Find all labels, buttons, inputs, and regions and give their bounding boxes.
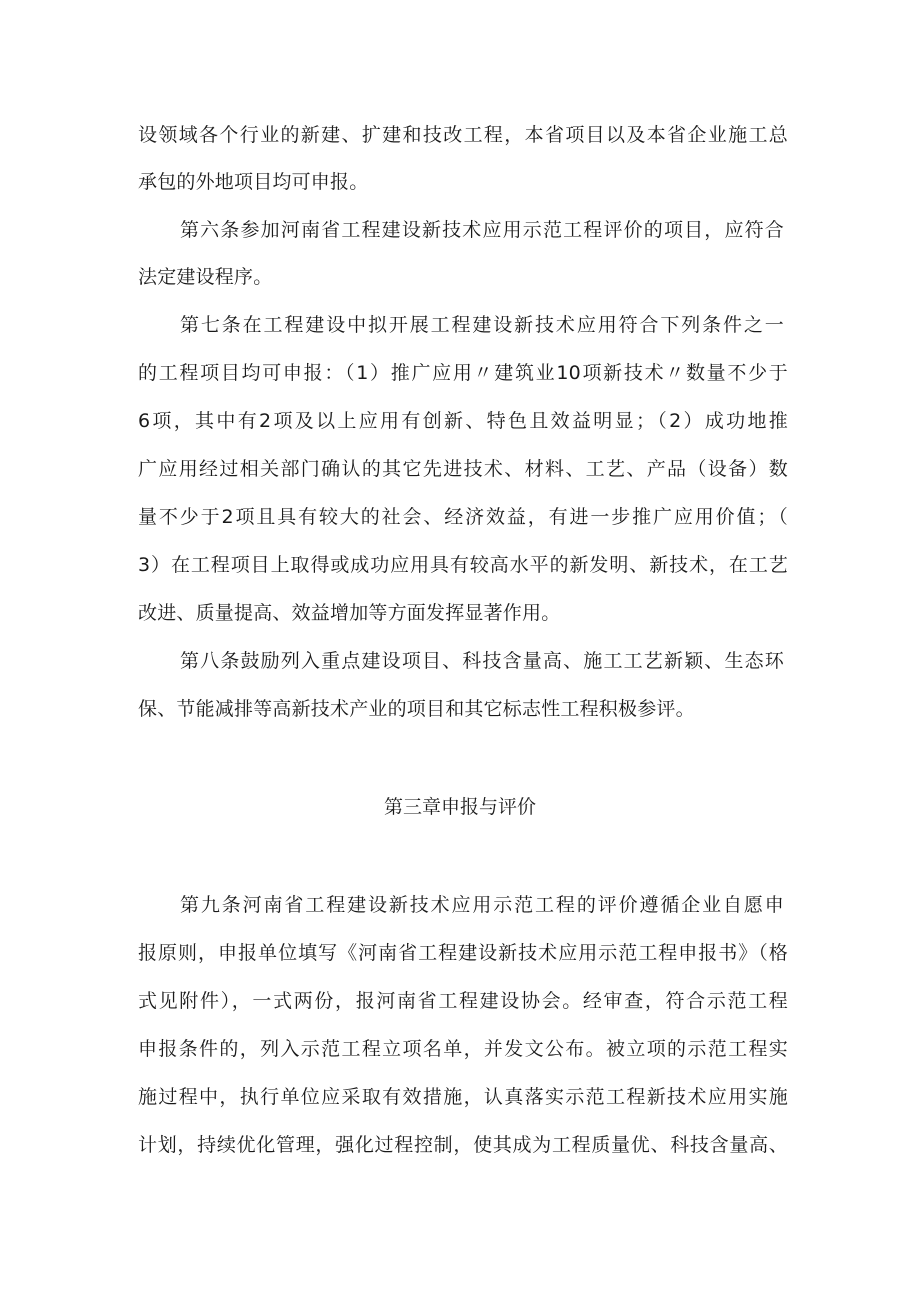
paragraph-line: 3）在工程项目上取得或成功应用具有较高水平的新发明、新技术，在工艺 — [138, 554, 788, 576]
paragraph-line: 第九条河南省工程建设新技术应用示范工程的评价遵循企业自愿申 — [180, 894, 784, 916]
paragraph-line: 计划，持续优化管理，强化过程控制，使其成为工程质量优、科技含量高、 — [138, 1134, 788, 1156]
paragraph-line: 第八条鼓励列入重点建设项目、科技含量高、施工工艺新颖、生态环 — [180, 650, 784, 672]
paragraph-line: 第七条在工程建设中拟开展工程建设新技术应用符合下列条件之一 — [180, 314, 784, 336]
paragraph-line: 广应用经过相关部门确认的其它先进技术、材料、工艺、产品（设备）数 — [138, 458, 788, 480]
paragraph-line: 量不少于2项且具有较大的社会、经济效益，有进一步推广应用价值；（ — [138, 506, 788, 528]
paragraph-line: 法定建设程序。 — [138, 266, 273, 288]
paragraph-line: 施过程中，执行单位应采取有效措施，认真落实示范工程新技术应用实施 — [138, 1086, 788, 1108]
paragraph-line: 的工程项目均可申报：（1）推广应用〃建筑业10项新技术〃数量不少于 — [138, 362, 788, 384]
paragraph-line: 保、节能减排等高新技术产业的项目和其它标志性工程积极参评。 — [138, 698, 695, 720]
paragraph-line: 承包的外地项目均可申报。 — [138, 171, 369, 193]
paragraph-line: 6项，其中有2项及以上应用有创新、特色且效益明显；（2）成功地推 — [138, 410, 788, 432]
paragraph-line: 第六条参加河南省工程建设新技术应用示范工程评价的项目，应符合 — [180, 219, 784, 241]
paragraph-line: 式见附件），一式两份，报河南省工程建设协会。经审查，符合示范工程 — [138, 990, 788, 1012]
paragraph-line: 申报条件的，列入示范工程立项名单，并发文公布。被立项的示范工程实 — [138, 1038, 788, 1060]
paragraph-line: 设领域各个行业的新建、扩建和技改工程，本省项目以及本省企业施工总 — [138, 124, 788, 146]
paragraph-line: 改进、质量提高、效益增加等方面发挥显著作用。 — [138, 602, 561, 624]
chapter-heading: 第三章申报与评价 — [383, 796, 536, 818]
paragraph-line: 报原则，申报单位填写《河南省工程建设新技术应用示范工程申报书》（格 — [138, 942, 788, 964]
